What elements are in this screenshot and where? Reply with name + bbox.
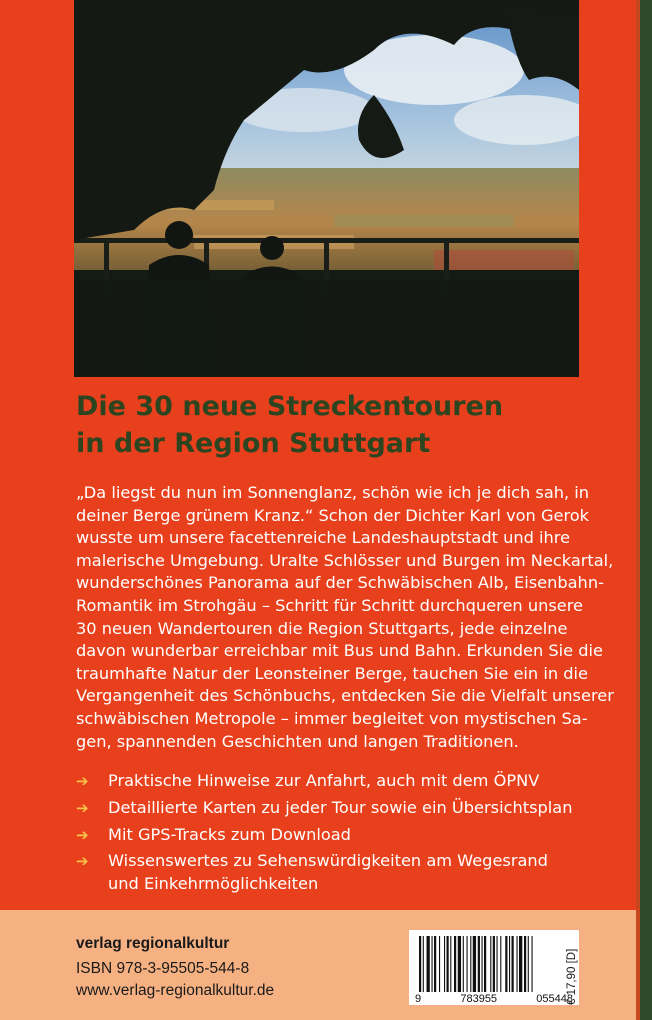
barcode-bar (423, 936, 424, 992)
barcode-bar (500, 936, 501, 992)
feature-list (76, 770, 606, 900)
barcode-bar (419, 936, 421, 992)
intro-line: wunderschönes Panorama auf der Schwäbischen Alb, Eisenbahn- (76, 573, 604, 593)
intro-line: deiner Berge grünem Kranz.“ Schon der Dichter Karl von Gerok (76, 505, 590, 525)
barcode-bar (519, 936, 522, 992)
feature-item (76, 797, 606, 820)
feature-text: Wissenswertes zu Sehenswürdigkeiten am Wegesrand (108, 851, 548, 871)
barcode-bar (517, 936, 518, 992)
intro-line: 30 neuen Wandertouren die Region Stuttgarts, jede einzelne (76, 618, 568, 638)
feature-item (76, 824, 606, 847)
arrow-right-icon: ➔ (76, 772, 89, 790)
barcode-bar (528, 936, 529, 992)
barcode-bar (524, 936, 526, 992)
intro-paragraph (76, 482, 614, 753)
arrow-right-icon: ➔ (76, 852, 89, 871)
barcode-bar (484, 936, 486, 992)
barcode-digits (415, 993, 573, 1005)
feature-item (76, 770, 606, 793)
heading-line-1: Die 30 neue Streckentouren (76, 391, 504, 422)
barcode-bar (509, 936, 510, 992)
barcode-bar (512, 936, 514, 992)
barcode-bar (450, 936, 451, 992)
barcode-bar (505, 936, 507, 992)
barcode-bar (447, 936, 449, 992)
barcode-bar (482, 936, 483, 992)
isbn-number: ISBN 978-3-95505-544-8 (76, 960, 250, 977)
barcode-bar (434, 936, 436, 992)
barcode-bar (454, 936, 456, 992)
heading-line-2: in der Region Stuttgart (76, 428, 431, 459)
publisher-website[interactable]: www.verlag-regionalkultur.de (76, 982, 275, 999)
intro-line: Romantik im Strohgäu – Schritt für Schritt durchqueren unsere (76, 595, 584, 615)
barcode-bars (419, 936, 569, 992)
barcode-digit-group: 9 (415, 993, 422, 1005)
feature-text: Mit GPS-Tracks zum Download (108, 824, 351, 844)
intro-line: malerische Umgebung. Uralte Schlösser und Burgen im Neckartal, (76, 550, 614, 570)
barcode-bar (458, 936, 461, 992)
barcode-bar (432, 936, 433, 992)
intro-line: traumhafte Natur der Leonsteiner Berge, tauchen Sie ein in die (76, 663, 588, 683)
feature-text: Detaillierte Karten zu jeder Tour sowie ein Übersichtsplan (108, 797, 573, 817)
intro-line: „Da liegst du nun im Sonnenglanz, schön wie ich je dich sah, in (76, 483, 590, 502)
landscape-photo-illustration (74, 0, 579, 377)
intro-line: davon wunderbar erreichbar mit Bus und Bahn. Erkunden Sie die (76, 641, 603, 661)
barcode-bar (444, 936, 445, 992)
feature-item (76, 850, 606, 896)
cover-photo (74, 0, 579, 377)
barcode-bar (497, 936, 498, 992)
barcode-bar (490, 936, 491, 992)
barcode-bar (473, 936, 476, 992)
spine-strip (636, 0, 652, 1020)
arrow-right-icon: ➔ (76, 798, 89, 817)
intro-line: schwäbischen Metropole – immer begleitet von mystischen Sa- (76, 708, 588, 728)
barcode-bar (463, 936, 464, 992)
barcode-bar (439, 936, 440, 992)
barcode (409, 930, 579, 1005)
price-label: € 17,90 [D] (566, 948, 578, 1005)
barcode-bar (532, 936, 533, 992)
barcode-bar (470, 936, 471, 992)
barcode-bar (427, 936, 430, 992)
intro-line: Vergangenheit des Schönbuchs, entdecken Sie die Vielfalt unserer (76, 686, 614, 706)
intro-line: gen, spannenden Geschichten und langen Traditionen. (76, 731, 519, 751)
barcode-bar (467, 936, 468, 992)
barcode-digit-group: 055448 (536, 993, 573, 1005)
intro-line: wusste um unsere facettenreiche Landeshauptstadt und ihre (76, 528, 571, 548)
barcode-digit-group: 783955 (460, 993, 498, 1005)
barcode-bar (493, 936, 495, 992)
barcode-bar (478, 936, 480, 992)
arrow-right-icon: ➔ (76, 825, 89, 844)
feature-text: Praktische Hinweise zur Anfahrt, auch mit dem ÖPNV (108, 771, 540, 790)
publisher-name: verlag regionalkultur (76, 935, 230, 952)
book-heading (76, 388, 596, 462)
feature-text: und Einkehrmöglichkeiten (108, 874, 319, 894)
